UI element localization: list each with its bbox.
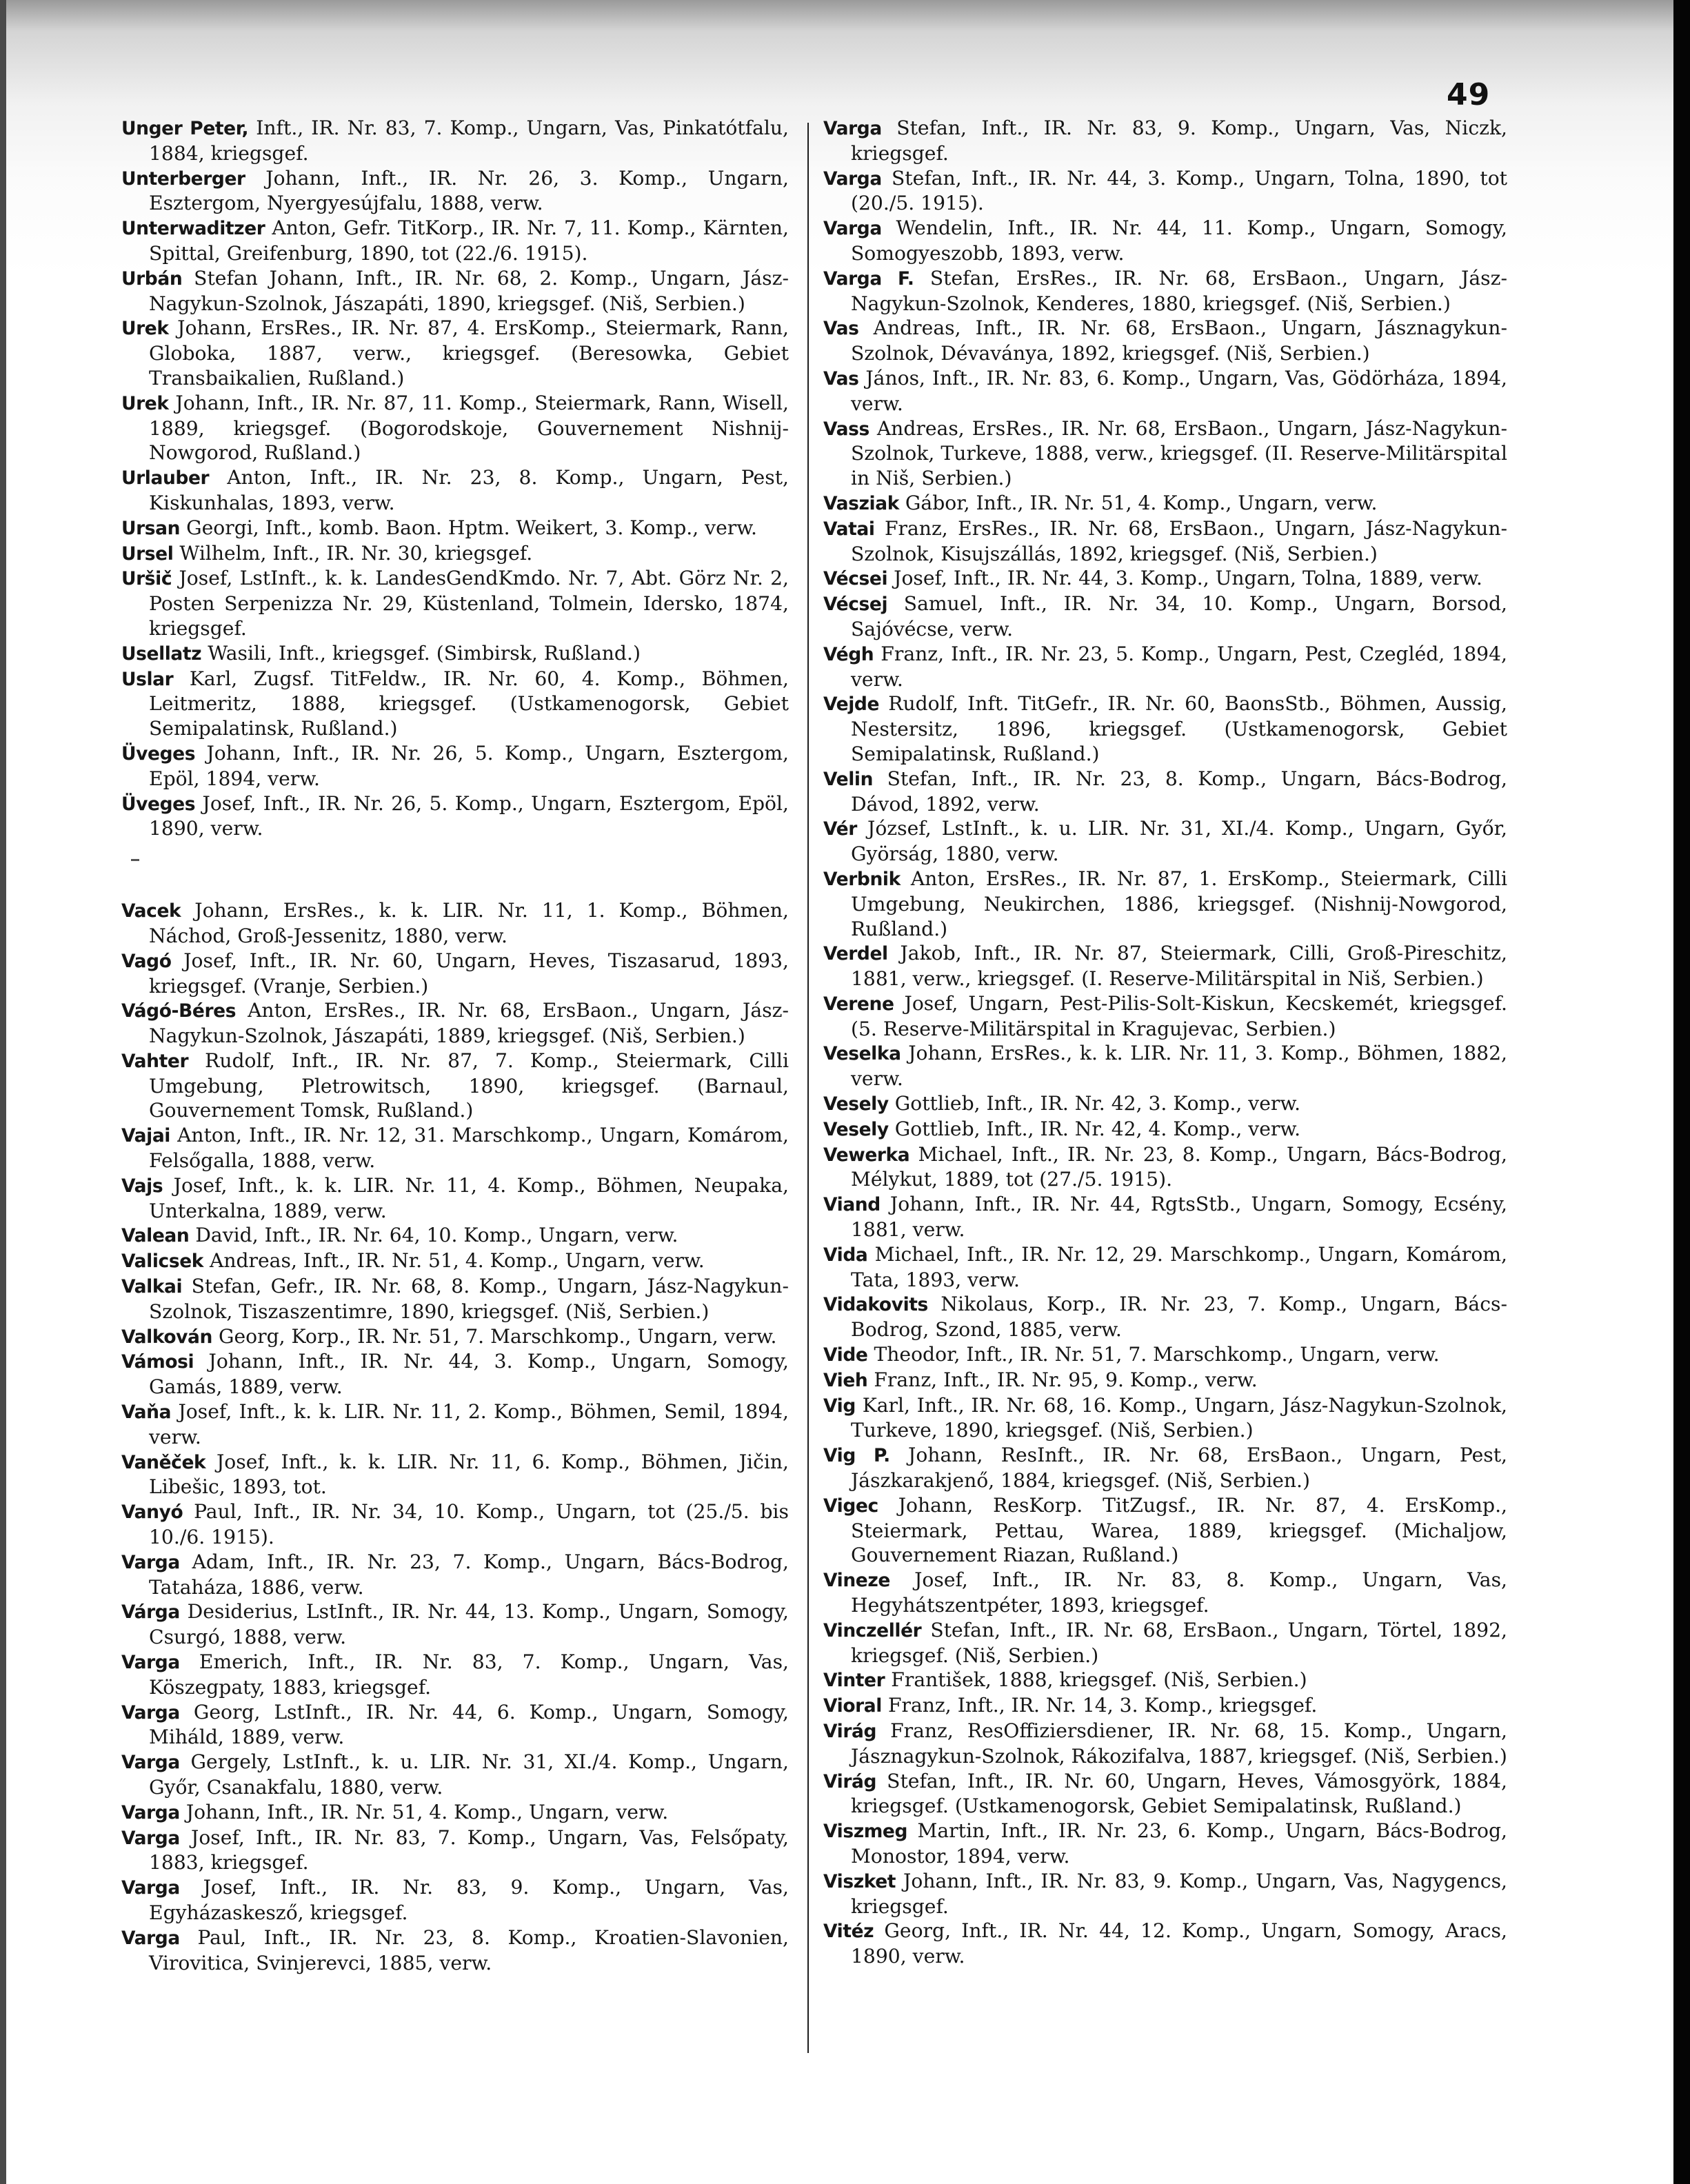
entry-name: Usellatz	[121, 643, 202, 665]
entry-details: Georg, Inft., IR. Nr. 44, 12. Komp., Ungarn, Somogy, Aracs, 1890, verw.	[851, 1919, 1507, 1968]
entry-name: Urek	[121, 318, 169, 340]
entry-details: Josef, Inft., IR. Nr. 60, Ungarn, Heves, Tiszasarud, 1893, kriegsgef. (Vranje, Serbien.)	[149, 949, 789, 998]
entry-details: Theodor, Inft., IR. Nr. 51, 7. Marschkomp., Ungarn, verw.	[874, 1343, 1440, 1366]
register-entry	[121, 1450, 789, 1500]
entry-details: Josef, Inft., k. k. LIR. Nr. 11, 2. Komp., Böhmen, Semil, 1894, verw.	[149, 1400, 789, 1448]
register-entry	[823, 1242, 1507, 1293]
entry-details: Stefan, Inft., IR. Nr. 60, Ungarn, Heves, Vámosgyörk, 1884, kriegsgef. (Ustkamenogorsk, Gebiet Semipalatinsk, Rußland.)	[851, 1769, 1507, 1818]
entry-details: Jakob, Inft., IR. Nr. 87, Steiermark, Cilli, Groß-Pireschitz, 1881, verw., kriegsgef. (I. Reserve-Militärspital in Niš, Serbien.)	[851, 942, 1507, 991]
entry-name: Üveges	[121, 793, 196, 815]
entry-name: Varga	[121, 1551, 180, 1573]
entry-name: Varga	[823, 168, 882, 190]
entry-details: Anton, ErsRes., IR. Nr. 68, ErsBaon., Ungarn, Jász-Nagykun-Szolnok, Jászapáti, 1889, kriegsgef. (Niš, Serbien.)	[149, 999, 789, 1048]
entry-name: Vér	[823, 818, 857, 840]
entry-details: Josef, LstInft., k. k. LandesGendKmdo. Nr. 7, Abt. Görz Nr. 2, Posten Serpenizza Nr. 29, Küstenland, Tolmein, Idersko, 1874, kriegsgef.	[149, 567, 789, 640]
register-entry	[823, 1769, 1507, 1819]
register-entry	[121, 949, 789, 999]
entry-name: Vágó-Béres	[121, 1000, 237, 1022]
register-entry	[823, 1368, 1507, 1393]
entry-details: Stefan, ErsRes., IR. Nr. 68, ErsBaon., Ungarn, Jász-Nagykun-Szolnok, Kenderes, 1880, kriegsgef. (Niš, Serbien.)	[851, 266, 1507, 315]
entry-details: Johann, ErsRes., k. k. LIR. Nr. 11, 3. Komp., Böhmen, 1882, verw.	[851, 1042, 1508, 1091]
register-entry	[823, 1292, 1507, 1342]
entry-details: Karl, Inft., IR. Nr. 68, 16. Komp., Ungarn, Jász-Nagykun-Szolnok, Turkeve, 1890, kriegsgef. (Niš, Serbien.)	[851, 1393, 1507, 1442]
register-entry	[823, 592, 1507, 642]
register-entry	[823, 566, 1507, 592]
entry-details: Stefan, Gefr., IR. Nr. 68, 8. Komp., Ungarn, Jász-Nagykun-Szolnok, Tiszaszentimre, 1890, kriegsgef. (Niš, Serbien.)	[149, 1275, 789, 1323]
entry-details: Rudolf, Inft. TitGefr., IR. Nr. 60, BaonsStb., Böhmen, Aussig, Nestersitz, 1896, kriegsgef. (Ustkamenogorsk, Gebiet Semipalatinsk, Rußland.)	[851, 692, 1507, 765]
entry-name: Velin	[823, 768, 874, 790]
entry-details: Josef, Inft., IR. Nr. 26, 5. Komp., Ungarn, Esztergom, Epöl, 1890, verw.	[149, 791, 789, 840]
entry-details: Andreas, ErsRes., IR. Nr. 68, ErsBaon., Ungarn, Jász-Nagykun-Szolnok, Turkeve, 1888, verw., kriegsgef. (II. Reserve-Militärspital in Niš, Serbien.)	[851, 416, 1507, 490]
register-entry	[823, 1117, 1507, 1142]
register-entry	[121, 1223, 789, 1248]
entry-name: Varga F.	[823, 267, 914, 290]
entry-details: František, 1888, kriegsgef. (Niš, Serbien.)	[891, 1668, 1307, 1692]
entry-name: Viand	[823, 1194, 881, 1216]
entry-name: Vineze	[823, 1570, 890, 1592]
register-entry	[121, 1826, 789, 1876]
entry-details: Franz, Inft., IR. Nr. 23, 5. Komp., Ungarn, Pest, Czegléd, 1894, verw.	[851, 642, 1507, 691]
entry-details: Stefan, Inft., IR. Nr. 68, ErsBaon., Ungarn, Törtel, 1892, kriegsgef. (Niš, Serbien.)	[851, 1618, 1507, 1667]
entry-name: Vide	[823, 1344, 868, 1366]
entry-name: Unterwaditzer	[121, 218, 265, 240]
register-entry	[121, 166, 789, 216]
entry-name: Várga	[121, 1601, 180, 1624]
register-entry	[823, 941, 1507, 991]
entry-details: Karl, Zugsf. TitFeldw., IR. Nr. 60, 4. Komp., Böhmen, Leitmeritz, 1888, kriegsgef. (Ustkamenogorsk, Gebiet Semipalatinsk, Rußland.)	[149, 667, 789, 740]
entry-name: Üveges	[121, 742, 196, 765]
register-entry	[121, 316, 789, 390]
register-entry	[823, 1443, 1507, 1493]
page-number: 49	[1447, 77, 1491, 112]
register-entry	[823, 1719, 1507, 1769]
entry-name: Unger Peter,	[121, 118, 249, 139]
entry-name: Ursan	[121, 517, 181, 539]
entry-name: Vas	[823, 367, 859, 390]
entry-name: Varga	[121, 1877, 180, 1899]
register-entry	[823, 1568, 1507, 1618]
entry-name: Varga	[823, 218, 882, 240]
entry-name: Valicsek	[121, 1251, 203, 1273]
entry-details: Wasili, Inft., kriegsgef. (Simbirsk, Rußland.)	[208, 641, 641, 665]
register-entry	[121, 1599, 789, 1650]
entry-details: Josef, Inft., IR. Nr. 83, 7. Komp., Ungarn, Vas, Felsőpaty, 1883, kriegsgef.	[149, 1826, 789, 1874]
register-entry	[823, 1668, 1507, 1693]
register-entry	[121, 516, 789, 541]
register-entry	[823, 767, 1507, 817]
register-entry	[823, 266, 1507, 316]
entry-name: Valean	[121, 1225, 190, 1247]
entry-name: Végh	[823, 643, 874, 665]
entry-name: Vesely	[823, 1118, 889, 1140]
entry-details: Johann, ErsRes., IR. Nr. 87, 4. ErsKomp., Steiermark, Rann, Globoka, 1887, verw., kriegsgef. (Beresowka, Gebiet Transbaikalien, Rußland.)	[149, 316, 789, 390]
entry-details: Michael, Inft., IR. Nr. 12, 29. Marschkomp., Ungarn, Komárom, Tata, 1893, verw.	[851, 1242, 1507, 1291]
entry-name: Vigec	[823, 1495, 878, 1517]
register-entry	[823, 867, 1507, 941]
register-entry	[121, 541, 789, 567]
entry-details: Johann, Inft., IR. Nr. 87, 11. Komp., Steiermark, Rann, Wisell, 1889, kriegsgef. (Bogorodskoje, Gouvernement Nishnij-Nowgorod, Rußland.)	[149, 391, 789, 465]
entry-name: Ursel	[121, 543, 174, 565]
register-entry	[823, 642, 1507, 692]
register-entry	[121, 1399, 789, 1450]
entry-details: Stefan, Inft., IR. Nr. 83, 9. Komp., Ungarn, Vas, Niczk, kriegsgef.	[851, 117, 1508, 165]
register-entry	[823, 1041, 1507, 1091]
entry-details: Johann, Inft., IR. Nr. 44, RgtsStb., Ungarn, Somogy, Ecsény, 1881, verw.	[851, 1193, 1507, 1242]
register-entry	[823, 1192, 1507, 1242]
entry-details: Josef, Inft., IR. Nr. 44, 3. Komp., Ungarn, Tolna, 1889, verw.	[894, 567, 1482, 590]
entry-name: Urlauber	[121, 467, 210, 489]
register-entry	[121, 391, 789, 465]
entry-name: Valkai	[121, 1276, 183, 1298]
register-entry	[121, 465, 789, 516]
entry-name: Vesely	[823, 1093, 889, 1115]
entry-details: Anton, Gefr. TitKorp., IR. Nr. 7, 11. Komp., Kärnten, Spittal, Greifenburg, 1890, tot (22./6. 1915).	[149, 216, 789, 265]
register-entry	[823, 1342, 1507, 1368]
register-entry	[121, 898, 789, 949]
entry-details: Andreas, Inft., IR. Nr. 68, ErsBaon., Ungarn, Jásznagykun-Szolnok, Dévaványa, 1892, kriegsgef. (Niš, Serbien.)	[851, 316, 1507, 365]
entry-details: Johann, Inft., IR. Nr. 51, 4. Komp., Ungarn, verw.	[185, 1800, 669, 1823]
entry-details: Johann, Inft., IR. Nr. 26, 3. Komp., Ungarn, Esztergom, Nyergyesújfalu, 1888, verw.	[149, 166, 789, 215]
entry-name: Urbán	[121, 267, 183, 290]
entry-name: Vass	[823, 418, 869, 440]
entry-name: Varga	[121, 1652, 180, 1674]
register-entry	[823, 1142, 1507, 1193]
column-divider	[807, 123, 809, 2053]
register-entry	[121, 667, 789, 741]
entry-details: Gergely, LstInft., k. u. LIR. Nr. 31, XI./4. Komp., Ungarn, Győr, Csanakfalu, 1880, verw.	[149, 1750, 789, 1799]
entry-details: Emerich, Inft., IR. Nr. 83, 7. Komp., Ungarn, Vas, Köszegpaty, 1883, kriegsgef.	[149, 1650, 789, 1699]
entry-details: Johann, Inft., IR. Nr. 44, 3. Komp., Ungarn, Somogy, Gamás, 1889, verw.	[149, 1350, 789, 1399]
entry-details: Josef, Inft., k. k. LIR. Nr. 11, 4. Komp., Böhmen, Neupaka, Unterkalna, 1889, verw.	[149, 1173, 789, 1222]
entry-name: Vig	[823, 1395, 856, 1417]
entry-name: Veselka	[823, 1043, 901, 1065]
entry-name: Vajs	[121, 1175, 163, 1197]
entry-name: Vinter	[823, 1670, 885, 1692]
register-entry	[121, 1550, 789, 1600]
register-entry	[823, 166, 1507, 216]
entry-details: Georg, Korp., IR. Nr. 51, 7. Marschkomp., Ungarn, verw.	[218, 1324, 777, 1348]
register-entry	[121, 1349, 789, 1399]
register-entry	[823, 1393, 1507, 1444]
entry-name: Vacek	[121, 900, 181, 922]
entry-details: Inft., IR. Nr. 83, 7. Komp., Ungarn, Vas, Pinkatótfalu, 1884, kriegsgef.	[149, 117, 789, 165]
scan-edge-left	[0, 0, 6, 2184]
register-entry	[823, 1919, 1507, 1969]
entry-name: Virág	[823, 1770, 877, 1792]
entry-name: Vámosi	[121, 1351, 194, 1373]
entry-name: Vécsei	[823, 568, 888, 590]
entry-name: Varga	[121, 1752, 180, 1774]
entry-name: Virág	[823, 1721, 877, 1742]
register-entry	[121, 1700, 789, 1750]
register-entry	[121, 1248, 789, 1274]
register-entry	[121, 1123, 789, 1173]
entry-name: Varga	[823, 118, 882, 139]
entry-name: Verene	[823, 993, 894, 1015]
register-entry	[823, 366, 1507, 416]
entry-details: Gottlieb, Inft., IR. Nr. 42, 4. Komp., verw.	[894, 1117, 1301, 1140]
entry-details: Franz, ErsRes., IR. Nr. 68, ErsBaon., Ungarn, Jász-Nagykun-Szolnok, Kisujszállás, 1892, kriegsgef. (Niš, Serbien.)	[851, 516, 1507, 565]
entry-details: Josef, Ungarn, Pest-Pilis-Solt-Kiskun, Kecskemét, kriegsgef. (5. Reserve-Militärspital in Kragujevac, Serbien.)	[851, 991, 1507, 1040]
entry-name: Vinczellér	[823, 1619, 922, 1641]
register-entry	[823, 991, 1507, 1042]
register-entry	[121, 216, 789, 266]
register-entry	[823, 816, 1507, 867]
entry-details: János, Inft., IR. Nr. 83, 6. Komp., Ungarn, Vas, Gödörháza, 1894, verw.	[851, 366, 1507, 415]
register-entry	[823, 316, 1507, 366]
register-entry	[823, 1869, 1507, 1919]
entry-name: Vatai	[823, 518, 875, 540]
entry-details: Gottlieb, Inft., IR. Nr. 42, 3. Komp., verw.	[894, 1092, 1301, 1115]
entry-name: Vig P.	[823, 1445, 890, 1467]
section-separator	[121, 848, 789, 898]
register-entry	[823, 691, 1507, 766]
entry-name: Varga	[121, 1827, 180, 1849]
entry-name: Vitéz	[823, 1921, 874, 1943]
register-entry	[823, 116, 1507, 166]
register-entry	[121, 1650, 789, 1700]
entry-name: Vahter	[121, 1050, 189, 1072]
register-entry	[121, 641, 789, 667]
register-entry	[121, 1800, 789, 1826]
entry-details: Johann, ResKorp. TitZugsf., IR. Nr. 87, 4. ErsKomp., Steiermark, Pettau, Warea, 1889, kriegsgef. (Michaljow, Gouvernement Riazan, Rußland.)	[851, 1493, 1507, 1567]
entry-details: Rudolf, Inft., IR. Nr. 87, 7. Komp., Steiermark, Cilli Umgebung, Pletrowitsch, 1890, kriegsgef. (Barnaul, Gouvernement Tomsk, Rußland.)	[149, 1049, 789, 1122]
entry-details: Anton, Inft., IR. Nr. 23, 8. Komp., Ungarn, Pest, Kiskunhalas, 1893, verw.	[149, 466, 789, 514]
entry-details: Anton, Inft., IR. Nr. 12, 31. Marschkomp., Ungarn, Komárom, Felsőgalla, 1888, verw.	[149, 1124, 789, 1173]
entry-name: Urek	[121, 392, 169, 414]
register-entry	[121, 266, 789, 316]
entry-details: Josef, Inft., IR. Nr. 83, 8. Komp., Ungarn, Vas, Hegyhátszentpéter, 1893, kriegsgef.	[851, 1568, 1507, 1617]
entry-details: József, LstInft., k. u. LIR. Nr. 31, XI./4. Komp., Ungarn, Győr, Györság, 1880, verw.	[851, 817, 1507, 866]
register-entry	[823, 1693, 1507, 1719]
entry-details: Johann, Inft., IR. Nr. 83, 9. Komp., Ungarn, Vas, Nagygencs, kriegsgef.	[851, 1869, 1508, 1918]
entry-name: Varga	[121, 1701, 180, 1723]
separator-dash	[131, 859, 139, 861]
entry-details: Johann, ResInft., IR. Nr. 68, ErsBaon., Ungarn, Pest, Jászkarakjenő, 1884, kriegsgef. (Niš, Serbien.)	[851, 1444, 1508, 1493]
entry-details: Georg, LstInft., IR. Nr. 44, 6. Komp., Ungarn, Somogy, Miháld, 1889, verw.	[149, 1700, 789, 1749]
register-entry	[121, 791, 789, 842]
entry-name: Vajai	[121, 1125, 170, 1147]
entry-details: Josef, Inft., IR. Nr. 83, 9. Komp., Ungarn, Vas, Egyházaskesző, kriegsgef.	[149, 1876, 789, 1924]
register-entry	[121, 566, 789, 640]
entry-name: Vioral	[823, 1695, 882, 1717]
entry-details: Andreas, Inft., IR. Nr. 51, 4. Komp., Ungarn, verw.	[209, 1249, 705, 1273]
entry-details: Stefan, Inft., IR. Nr. 23, 8. Komp., Ungarn, Bács-Bodrog, Dávod, 1892, verw.	[851, 767, 1507, 816]
register-entry	[823, 516, 1507, 567]
entry-name: Vidakovits	[823, 1294, 928, 1316]
entry-details: Anton, ErsRes., IR. Nr. 87, 1. ErsKomp., Steiermark, Cilli Umgebung, Neukirchen, 1886, kriegsgef. (Nishnij-Nowgorod, Rußland.)	[851, 867, 1508, 940]
register-entry	[823, 491, 1507, 516]
entry-details: Michael, Inft., IR. Nr. 23, 8. Komp., Ungarn, Bács-Bodrog, Mélykut, 1889, tot (27./5. 1915).	[851, 1142, 1507, 1191]
entry-name: Vanyó	[121, 1502, 183, 1524]
entry-name: Verdel	[823, 943, 888, 965]
entry-details: Stefan Johann, Inft., IR. Nr. 68, 2. Komp., Ungarn, Jász-Nagykun-Szolnok, Jászapáti, 1890, kriegsgef. (Niš, Serbien.)	[149, 266, 789, 315]
register-entry	[121, 1173, 789, 1224]
entry-name: Vaňa	[121, 1402, 172, 1424]
entry-details: Paul, Inft., IR. Nr. 34, 10. Komp., Ungarn, tot (25./5. bis 10./6. 1915).	[149, 1500, 789, 1549]
entry-name: Uslar	[121, 668, 174, 690]
entry-name: Vejde	[823, 694, 880, 716]
register-entry	[823, 1618, 1507, 1668]
entry-details: Paul, Inft., IR. Nr. 23, 8. Komp., Kroatien-Slavonien, Virovitica, Svinjerevci, 1885, verw.	[149, 1925, 789, 1974]
entry-details: Johann, ErsRes., k. k. LIR. Nr. 11, 1. Komp., Böhmen, Náchod, Groß-Jessenitz, 1880, verw.	[149, 899, 789, 947]
register-entry	[121, 1750, 789, 1800]
register-entry	[823, 1091, 1507, 1117]
entry-name: Uršič	[121, 568, 172, 590]
register-entry	[823, 416, 1507, 491]
entry-details: Desiderius, LstInft., IR. Nr. 44, 13. Komp., Ungarn, Somogy, Csurgó, 1888, verw.	[149, 1600, 789, 1649]
register-entry	[823, 1819, 1507, 1869]
entry-details: Adam, Inft., IR. Nr. 23, 7. Komp., Ungarn, Bács-Bodrog, Tataháza, 1886, verw.	[149, 1550, 789, 1599]
register-entry	[121, 1925, 789, 1976]
register-entry	[121, 116, 789, 166]
entry-name: Vas	[823, 318, 859, 340]
register-entry	[121, 1049, 789, 1123]
entry-details: Johann, Inft., IR. Nr. 26, 5. Komp., Ungarn, Esztergom, Epöl, 1894, verw.	[149, 741, 789, 790]
entry-details: Samuel, Inft., IR. Nr. 34, 10. Komp., Ungarn, Borsod, Sajóvécse, verw.	[851, 592, 1507, 640]
right-column	[823, 116, 1507, 2156]
entry-name: Vagó	[121, 950, 172, 972]
entry-name: Viszket	[823, 1870, 896, 1892]
register-entry	[121, 1875, 789, 1925]
register-entry	[823, 1493, 1507, 1568]
register-entry	[121, 741, 789, 791]
entry-name: Vida	[823, 1244, 868, 1266]
entry-details: Wendelin, Inft., IR. Nr. 44, 11. Komp., Ungarn, Somogy, Somogyeszobb, 1893, verw.	[851, 216, 1507, 265]
entry-details: Josef, Inft., k. k. LIR. Nr. 11, 6. Komp., Böhmen, Jičin, Libešic, 1893, tot.	[149, 1450, 789, 1499]
entry-details: Nikolaus, Korp., IR. Nr. 23, 7. Komp., Ungarn, Bács-Bodrog, Szond, 1885, verw.	[851, 1293, 1507, 1342]
entry-name: Vewerka	[823, 1144, 910, 1166]
entry-name: Varga	[121, 1801, 180, 1823]
entry-details: Wilhelm, Inft., IR. Nr. 30, kriegsgef.	[179, 541, 533, 565]
entry-name: Valkován	[121, 1326, 212, 1348]
entry-name: Varga	[121, 1927, 180, 1949]
entry-details: David, Inft., IR. Nr. 64, 10. Komp., Ungarn, verw.	[195, 1224, 678, 1247]
entry-name: Verbnik	[823, 868, 901, 890]
entry-details: Franz, Inft., IR. Nr. 95, 9. Komp., verw.	[874, 1368, 1258, 1391]
entry-name: Vieh	[823, 1369, 868, 1391]
entry-details: Franz, ResOffiziersdiener, IR. Nr. 68, 15. Komp., Ungarn, Jásznagykun-Szolnok, Rákozifalva, 1887, kriegsgef. (Niš, Serbien.)	[851, 1719, 1507, 1768]
entry-name: Vasziak	[823, 492, 899, 514]
entry-name: Vaněček	[121, 1451, 206, 1473]
register-entry	[121, 1324, 789, 1350]
register-entry	[121, 998, 789, 1049]
left-column	[121, 116, 789, 2156]
entry-details: Gábor, Inft., IR. Nr. 51, 4. Komp., Ungarn, verw.	[905, 491, 1378, 514]
entry-details: Georgi, Inft., komb. Baon. Hptm. Weikert, 3. Komp., verw.	[186, 516, 757, 539]
entry-details: Martin, Inft., IR. Nr. 23, 6. Komp., Ungarn, Bács-Bodrog, Monostor, 1894, verw.	[851, 1819, 1507, 1868]
register-entry	[121, 1274, 789, 1324]
entry-details: Franz, Inft., IR. Nr. 14, 3. Komp., kriegsgef.	[887, 1694, 1318, 1717]
register-entry	[121, 1499, 789, 1550]
register-entry	[823, 216, 1507, 266]
scan-edge-right	[1673, 0, 1690, 2184]
entry-name: Unterberger	[121, 168, 245, 190]
entry-details: Stefan, Inft., IR. Nr. 44, 3. Komp., Ungarn, Tolna, 1890, tot (20./5. 1915).	[851, 166, 1507, 215]
entry-name: Vécsej	[823, 594, 888, 616]
entry-name: Viszmeg	[823, 1821, 908, 1843]
